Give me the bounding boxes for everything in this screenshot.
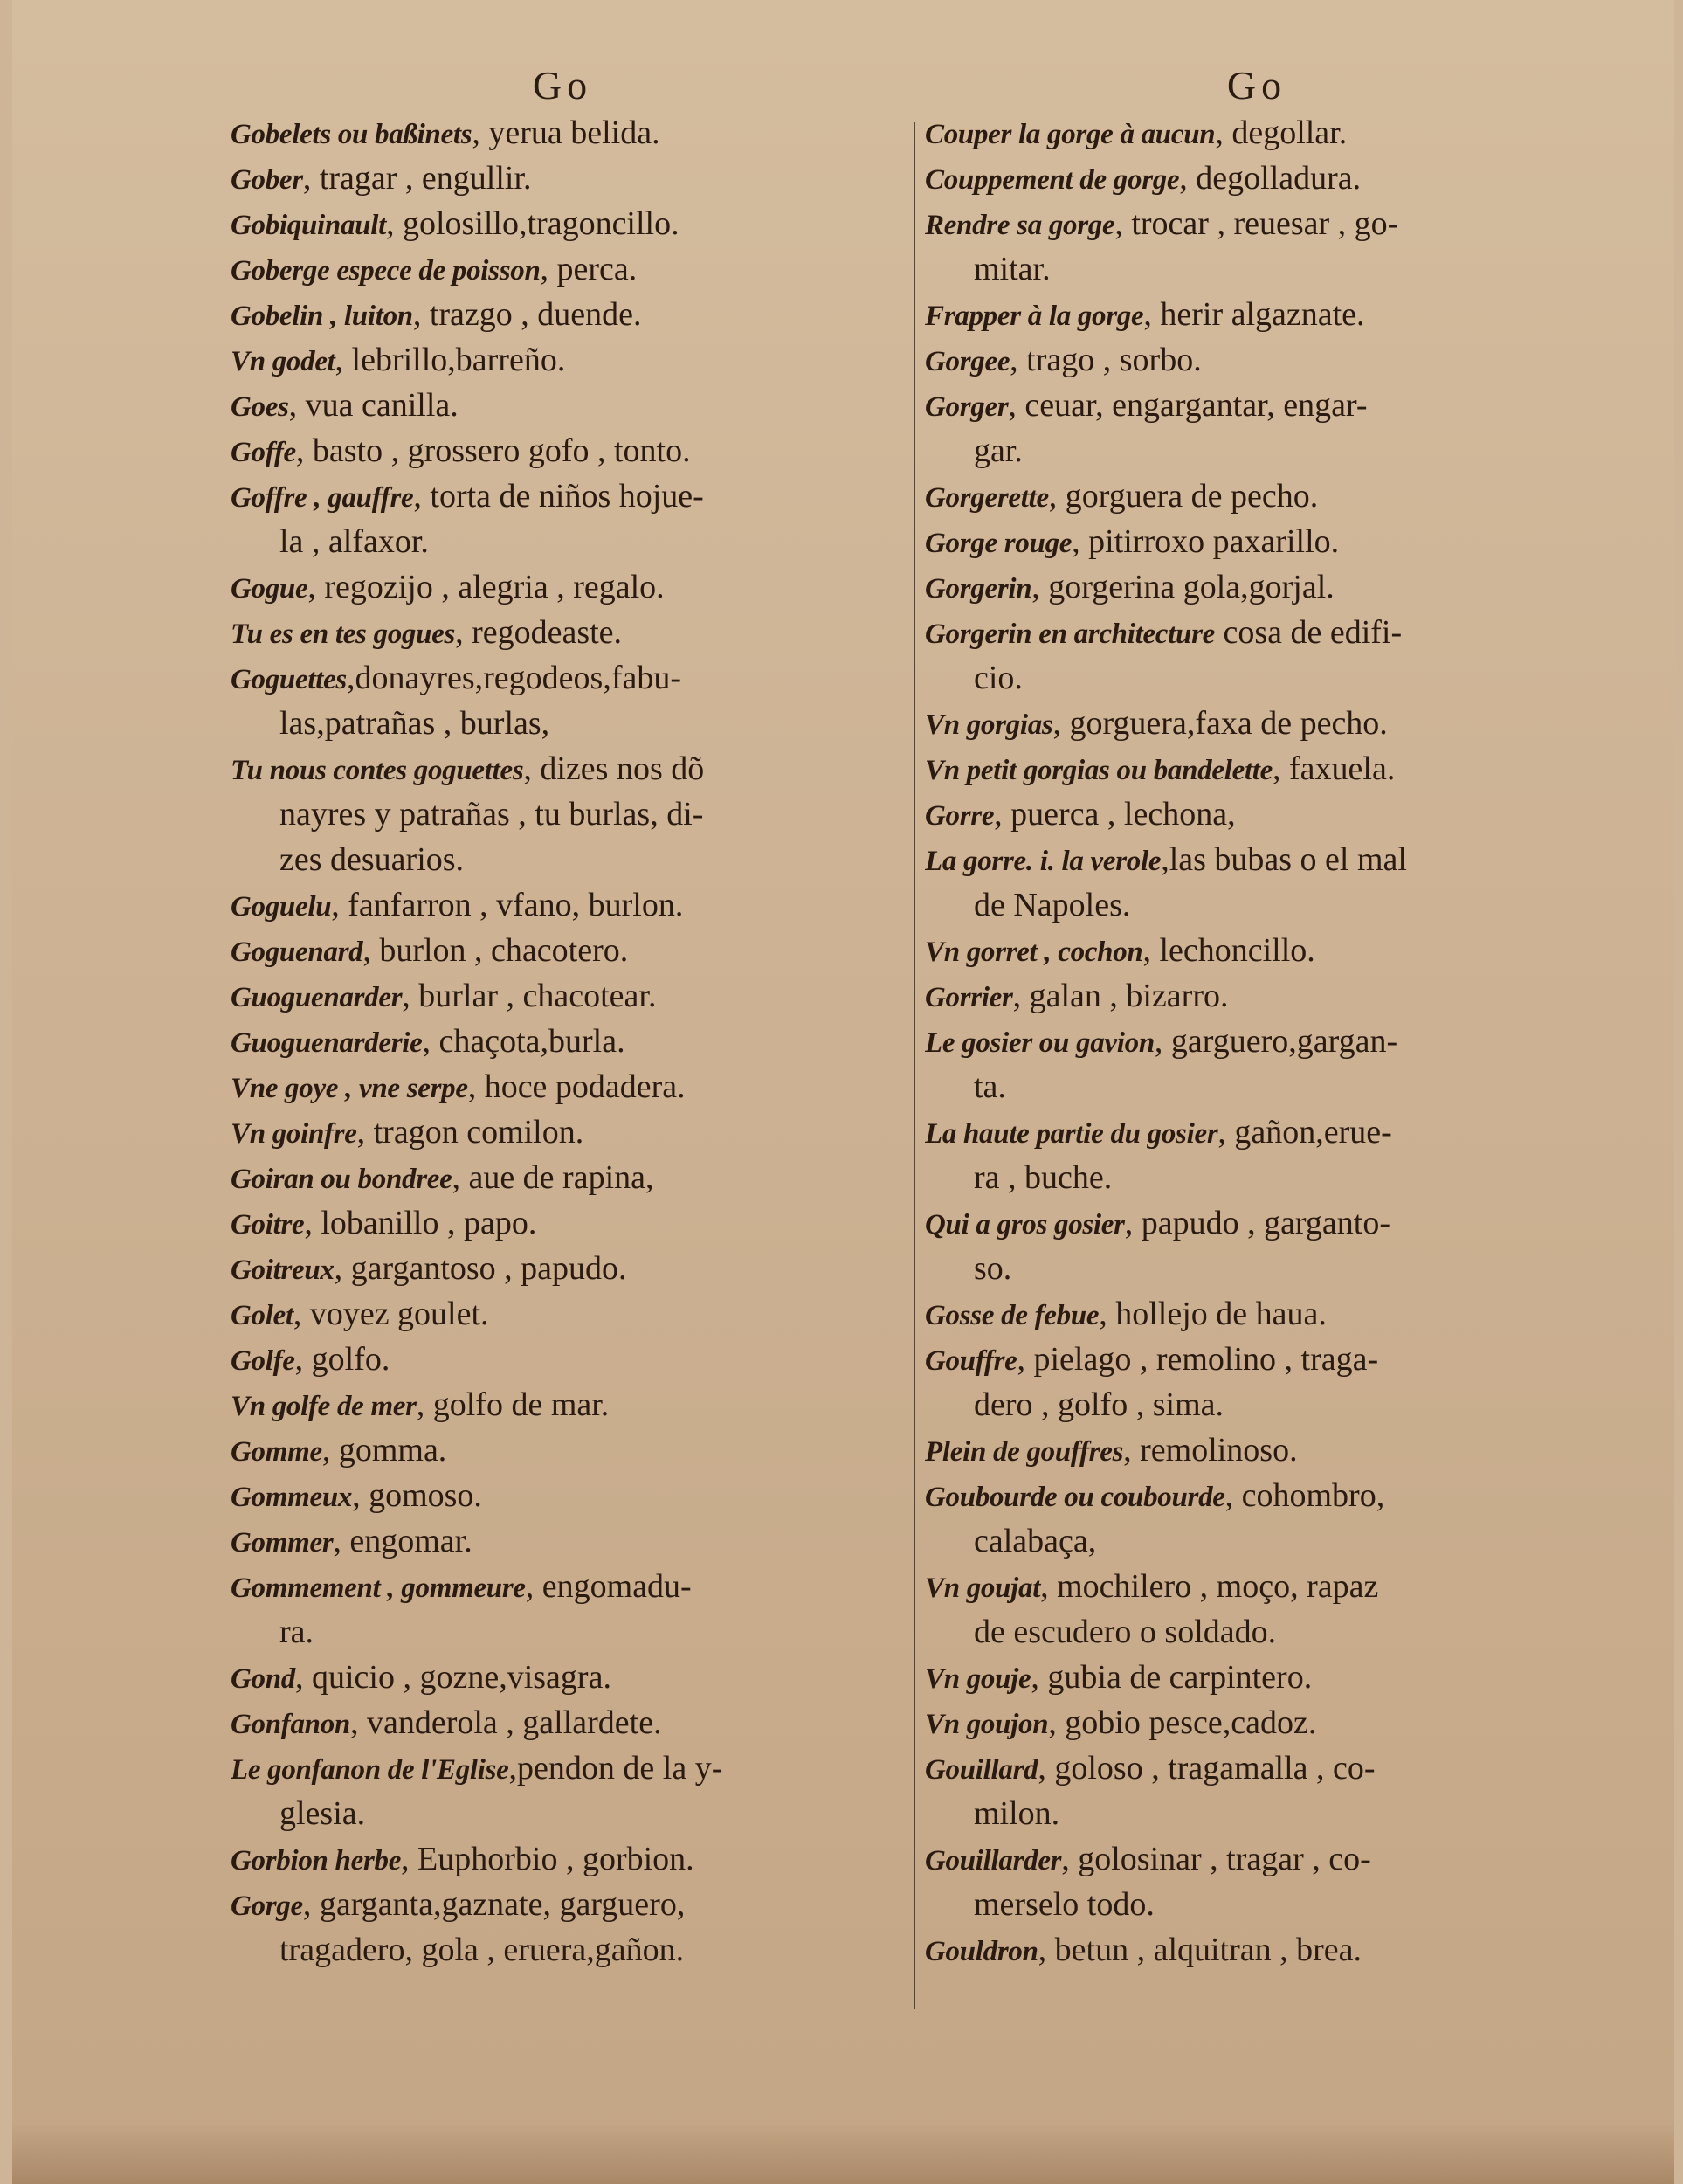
dictionary-entry [925, 1337, 1589, 1382]
entry-term: Vn goujon [925, 1709, 1049, 1740]
entry-gloss: , lechoncillo. [1142, 932, 1315, 969]
entry-term: Vn gorret , cochon [925, 936, 1143, 968]
entry-term: Vn goujat [925, 1572, 1041, 1604]
entry-continuation [231, 519, 894, 564]
entry-term: Vn gouje [925, 1663, 1031, 1695]
entry-term: Goberge espece de poisson [231, 255, 541, 287]
dictionary-entry [925, 701, 1589, 746]
entry-continuation [925, 428, 1589, 473]
dictionary-entry [925, 1564, 1589, 1609]
entry-gloss: gar. [974, 432, 1023, 469]
entry-term: Golfe [231, 1345, 295, 1377]
entry-term: Gobelin , luiton [231, 301, 413, 332]
entry-gloss: , garguero,gargan- [1154, 1023, 1398, 1060]
entry-term: Goitreux [231, 1254, 335, 1286]
dictionary-entry [231, 292, 894, 337]
page-edge-shadow [12, 2123, 1674, 2184]
dictionary-entry [231, 1200, 894, 1246]
entry-gloss: , lobanillo , papo. [304, 1205, 537, 1241]
entry-term: Gorgerin [925, 573, 1032, 605]
entry-gloss: ,donayres,regodeos,fabu- [346, 660, 681, 696]
entry-gloss: , fanfarron , vfano, burlon. [331, 887, 684, 923]
entry-gloss: la , alfaxor. [279, 523, 429, 560]
dictionary-entry [231, 1427, 894, 1473]
entry-term: Goguelu [231, 891, 332, 923]
entry-term: Frapper à la gorge [925, 301, 1144, 332]
dictionary-entry [231, 1064, 894, 1109]
dictionary-entry [925, 1427, 1589, 1473]
column-divider [914, 122, 915, 2009]
entry-gloss: , remolinoso. [1123, 1432, 1298, 1469]
entry-gloss: , quicio , gozne,visagra. [295, 1659, 611, 1696]
entry-gloss: , yerua belida. [472, 114, 660, 151]
entry-term: Goffe [231, 437, 296, 468]
entry-gloss: nayres y patrañas , tu burlas, di- [279, 796, 704, 833]
entry-term: Gorbion herbe [231, 1845, 402, 1876]
dictionary-entry [231, 1019, 894, 1064]
entry-term: Goguettes [231, 664, 347, 695]
entry-continuation [925, 1609, 1589, 1655]
entry-gloss: de Napoles. [974, 887, 1131, 923]
entry-continuation [231, 701, 894, 746]
entry-term: Gorrier [925, 982, 1013, 1013]
dictionary-entry [231, 473, 894, 519]
entry-continuation [925, 1518, 1589, 1564]
dictionary-entry [925, 791, 1589, 837]
entry-gloss: las,patrañas , burlas, [279, 705, 550, 742]
entry-term: Gommer [231, 1527, 334, 1559]
entry-gloss: , dizes nos dõ [523, 750, 705, 787]
dictionary-entry [231, 1655, 894, 1700]
dictionary-entry [925, 519, 1589, 564]
entry-gloss: , cohombro, [1224, 1477, 1385, 1514]
left-column-entries [231, 110, 894, 1973]
entry-term: Gorre [925, 800, 995, 832]
entry-gloss: , engomar. [333, 1523, 472, 1559]
dictionary-entry [925, 973, 1589, 1019]
dictionary-entry [231, 1700, 894, 1745]
entry-term: Goiran ou bondree [231, 1164, 452, 1195]
dictionary-entry [925, 383, 1589, 428]
entry-gloss: , gobio pesce,cadoz. [1048, 1704, 1317, 1741]
entry-gloss: , tragon comilon. [356, 1114, 584, 1151]
dictionary-entry [925, 1927, 1589, 1973]
entry-gloss: , trocar , reuesar , go- [1114, 205, 1399, 242]
dictionary-entry [231, 1882, 894, 1927]
entry-term: Vn petit gorgias ou bandelette [925, 755, 1273, 786]
left-column-header: Go [532, 63, 593, 107]
entry-gloss: calabaça, [974, 1523, 1097, 1559]
dictionary-entry [231, 246, 894, 292]
dictionary-entry [925, 1200, 1589, 1246]
dictionary-entry [231, 1382, 894, 1427]
entry-gloss: , perca. [540, 251, 638, 287]
entry-gloss: , garganta,gaznate, garguero, [302, 1886, 686, 1923]
entry-gloss: , gorguera,faxa de pecho. [1052, 705, 1388, 742]
entry-gloss: , tragar , engullir. [302, 160, 532, 197]
entry-continuation [925, 1155, 1589, 1200]
dictionary-entry [231, 1337, 894, 1382]
right-column-entries [925, 110, 1589, 1973]
entry-gloss: , torta de niños hojue- [413, 478, 704, 515]
entry-term: Qui a gros gosier [925, 1209, 1125, 1241]
entry-term: Gorgee [925, 346, 1010, 377]
entry-gloss: , betun , alquitran , brea. [1038, 1932, 1362, 1968]
entry-term: Gommeux [231, 1482, 353, 1513]
entry-gloss: , pitirroxo paxarillo. [1072, 523, 1340, 560]
dictionary-entry [925, 337, 1589, 383]
entry-gloss: ta. [974, 1068, 1006, 1105]
dictionary-entry [925, 746, 1589, 791]
entry-term: Rendre sa gorge [925, 210, 1115, 241]
entry-gloss: de escudero o soldado. [974, 1614, 1277, 1650]
entry-gloss: , regozijo , alegria , regalo. [307, 569, 665, 605]
entry-term: Plein de gouffres [925, 1436, 1124, 1468]
entry-gloss: , gañon,erue- [1217, 1114, 1392, 1151]
entry-gloss: , chaçota,burla. [422, 1023, 625, 1060]
entry-term: Vn golfe de mer [231, 1391, 417, 1422]
dictionary-entry [925, 201, 1589, 246]
dictionary-entry [231, 1246, 894, 1291]
entry-gloss: , puerca , lechona, [994, 796, 1236, 833]
dictionary-entry [925, 564, 1589, 610]
dictionary-entry [925, 1109, 1589, 1155]
dictionary-entry [231, 428, 894, 473]
entry-gloss: , trazgo , duende. [412, 296, 642, 333]
entry-gloss: , galan , bizarro. [1012, 978, 1229, 1014]
entry-gloss: , ceuar, engargantar, engar- [1008, 387, 1368, 424]
entry-gloss: , gorguera de pecho. [1048, 478, 1319, 515]
dictionary-entry [231, 1109, 894, 1155]
entry-term: Vn goinfre [231, 1118, 357, 1150]
dictionary-entry [925, 1473, 1589, 1518]
entry-gloss: merselo todo. [974, 1886, 1155, 1923]
dictionary-entry [925, 1019, 1589, 1064]
entry-term: Gouffre [925, 1345, 1017, 1377]
entry-gloss: ,pendon de la y- [508, 1750, 723, 1787]
entry-gloss: , golosinar , tragar , co- [1061, 1841, 1371, 1877]
entry-term: Vne goye , vne serpe [231, 1073, 468, 1104]
entry-term: Gomme [231, 1436, 322, 1468]
entry-term: Gosse de febue [925, 1300, 1100, 1331]
dictionary-entry [925, 1745, 1589, 1791]
entry-term: Goitre [231, 1209, 305, 1241]
entry-term: Gouillarder [925, 1845, 1062, 1876]
entry-gloss: , gomma. [321, 1432, 447, 1469]
entry-term: Goes [231, 391, 289, 423]
entry-gloss: , burlon , chacotero. [362, 932, 629, 969]
dictionary-entry [231, 1564, 894, 1609]
dictionary-entry [925, 928, 1589, 973]
entry-gloss: , papudo , garganto- [1124, 1205, 1390, 1241]
entry-term: Gorgerette [925, 482, 1049, 514]
entry-continuation [925, 1064, 1589, 1109]
dictionary-entry [925, 1700, 1589, 1745]
entry-continuation [925, 1246, 1589, 1291]
entry-term: Guoguenarder [231, 982, 403, 1013]
entry-term: Couppement de gorge [925, 164, 1180, 196]
entry-term: Gorger [925, 391, 1009, 423]
right-column [925, 61, 1589, 1973]
entry-gloss: , engomadu- [525, 1568, 692, 1605]
dictionary-page [12, 0, 1674, 2184]
dictionary-entry [925, 292, 1589, 337]
entry-continuation [925, 246, 1589, 292]
entry-term: Le gonfanon de l'Eglise [231, 1754, 509, 1786]
entry-term: Gobiquinault [231, 210, 386, 241]
dictionary-entry [231, 201, 894, 246]
entry-gloss: mitar. [974, 251, 1051, 287]
entry-term: Gogue [231, 573, 308, 605]
entry-term: Goffre , gauffre [231, 482, 414, 514]
entry-gloss: , gorgerina gola,gorjal. [1031, 569, 1335, 605]
entry-gloss: , hoce podadera. [467, 1068, 686, 1105]
entry-continuation [925, 1791, 1589, 1836]
dictionary-entry [231, 882, 894, 928]
entry-continuation [231, 1609, 894, 1655]
entry-gloss: , regodeaste. [455, 614, 623, 651]
entry-term: Goguenard [231, 936, 363, 968]
dictionary-entry [925, 473, 1589, 519]
entry-gloss: zes desuarios. [279, 841, 465, 878]
entry-gloss: , mochilero , moço, rapaz [1040, 1568, 1379, 1605]
entry-gloss: , golfo de mar. [416, 1386, 610, 1423]
entry-term: Tu es en tes gogues [231, 619, 456, 650]
entry-term: Gorgerin en architecture [925, 619, 1215, 650]
entry-term: Couper la gorge à aucun [925, 119, 1216, 150]
entry-gloss: , gargantoso , papudo. [334, 1250, 627, 1287]
dictionary-entry [231, 337, 894, 383]
dictionary-entry [231, 1836, 894, 1882]
entry-term: Gonfanon [231, 1709, 350, 1740]
entry-gloss: ra. [279, 1614, 314, 1650]
entry-term: Gommement , gommeure [231, 1572, 526, 1604]
entry-gloss: milon. [974, 1795, 1060, 1832]
entry-gloss: , basto , grossero gofo , tonto. [295, 432, 691, 469]
entry-gloss: , hollejo de haua. [1099, 1296, 1327, 1332]
entry-term: Guoguenarderie [231, 1027, 423, 1059]
entry-gloss: , voyez goulet. [293, 1296, 489, 1332]
entry-gloss: , trago , sorbo. [1010, 342, 1202, 378]
dictionary-entry [231, 655, 894, 701]
dictionary-entry [231, 1291, 894, 1337]
entry-gloss: , burlar , chacotear. [402, 978, 657, 1014]
entry-gloss: cio. [974, 660, 1023, 696]
entry-gloss: , degolladura. [1179, 160, 1362, 197]
entry-term: Vn godet [231, 346, 335, 377]
entry-gloss: , goloso , tragamalla , co- [1038, 1750, 1376, 1787]
dictionary-entry [925, 110, 1589, 156]
entry-gloss: , gomoso. [352, 1477, 482, 1514]
entry-term: Goubourde ou coubourde [925, 1482, 1225, 1513]
entry-gloss: tragadero, gola , eruera,gañon. [279, 1932, 685, 1968]
entry-gloss: , Euphorbio , gorbion. [401, 1841, 694, 1877]
dictionary-entry [231, 1155, 894, 1200]
dictionary-entry [231, 1518, 894, 1564]
entry-gloss: , vua canilla. [288, 387, 459, 424]
entry-continuation [925, 882, 1589, 928]
entry-continuation [925, 655, 1589, 701]
dictionary-entry [231, 564, 894, 610]
entry-term: Vn gorgias [925, 709, 1053, 741]
entry-gloss: dero , golfo , sima. [974, 1386, 1224, 1423]
entry-term: Gouillard [925, 1754, 1038, 1786]
entry-gloss: , degollar. [1215, 114, 1348, 151]
dictionary-entry [231, 383, 894, 428]
entry-term: Gond [231, 1663, 295, 1695]
dictionary-entry [925, 837, 1589, 882]
entry-gloss: , gubia de carpintero. [1031, 1659, 1313, 1696]
entry-gloss: , faxuela. [1273, 750, 1396, 787]
entry-term: Gorge rouge [925, 528, 1073, 559]
entry-gloss: cosa de edifi- [1214, 614, 1403, 651]
dictionary-entry [231, 1745, 894, 1791]
entry-term: Gorge [231, 1890, 303, 1922]
entry-gloss: , golosillo,tragoncillo. [385, 205, 679, 242]
left-column [231, 61, 894, 1973]
entry-term: Gober [231, 164, 303, 196]
dictionary-entry [231, 110, 894, 156]
entry-continuation [925, 1882, 1589, 1927]
entry-term: Golet [231, 1300, 293, 1331]
entry-term: La gorre. i. la verole [925, 846, 1162, 877]
entry-continuation [925, 1382, 1589, 1427]
dictionary-entry [231, 928, 894, 973]
entry-term: La haute partie du gosier [925, 1118, 1218, 1150]
dictionary-entry [925, 1836, 1589, 1882]
entry-continuation [231, 791, 894, 837]
entry-term: Le gosier ou gavion [925, 1027, 1155, 1059]
entry-gloss: so. [974, 1250, 1012, 1287]
entry-continuation [231, 1791, 894, 1836]
dictionary-entry [925, 1655, 1589, 1700]
dictionary-entry [231, 610, 894, 655]
entry-gloss: ,las bubas o el mal [1161, 841, 1407, 878]
dictionary-entry [231, 1473, 894, 1518]
entry-gloss: glesia. [279, 1795, 366, 1832]
entry-gloss: , pielago , remolino , traga- [1017, 1341, 1379, 1378]
dictionary-entry [925, 1291, 1589, 1337]
dictionary-entry [231, 156, 894, 201]
entry-gloss: , golfo. [294, 1341, 390, 1378]
right-column-header: Go [1226, 63, 1287, 107]
entry-term: Gobelets ou baßinets [231, 119, 472, 150]
dictionary-entry [231, 973, 894, 1019]
dictionary-entry [231, 746, 894, 791]
dictionary-entry [925, 610, 1589, 655]
entry-term: Tu nous contes goguettes [231, 755, 524, 786]
entry-continuation [231, 837, 894, 882]
dictionary-entry [925, 156, 1589, 201]
entry-gloss: , lebrillo,barreño. [335, 342, 566, 378]
entry-gloss: , aue de rapina, [452, 1159, 654, 1196]
entry-gloss: ra , buche. [974, 1159, 1113, 1196]
entry-term: Gouldron [925, 1936, 1038, 1967]
entry-gloss: , vanderola , gallardete. [349, 1704, 662, 1741]
entry-gloss: , herir algaznate. [1143, 296, 1365, 333]
entry-continuation [231, 1927, 894, 1973]
